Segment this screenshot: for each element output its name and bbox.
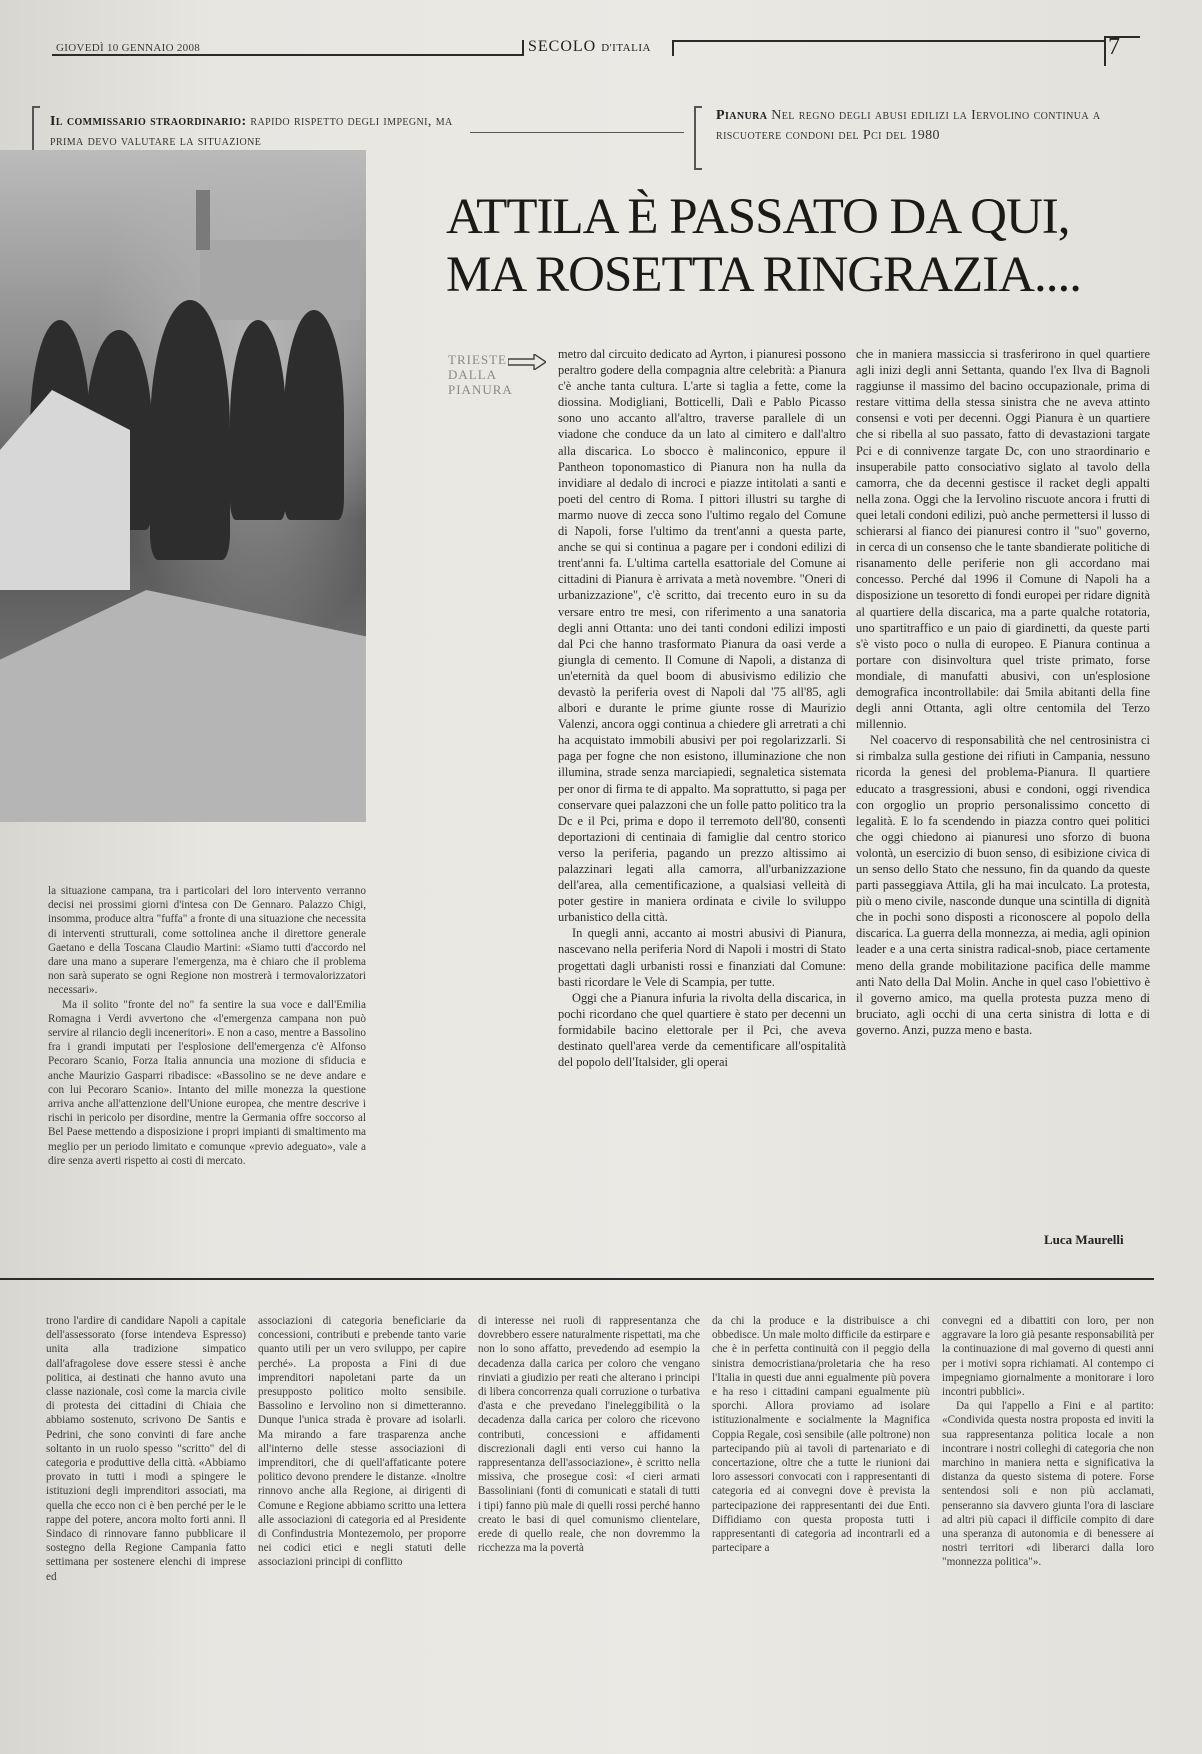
lower-column-3	[478, 1314, 700, 1555]
photo-figure	[284, 310, 344, 520]
photo-tower	[196, 190, 210, 250]
article-column-1	[558, 346, 846, 1070]
paper-name-suffix: D'ITALIA	[601, 42, 651, 54]
page-number: 7	[1108, 34, 1120, 60]
kicker-right-text: Nel regno degli abusi edilizi la Iervolino continua a riscuotere condoni del Pci del 1980	[716, 108, 1101, 143]
photo-rubble	[0, 390, 130, 590]
kicker-right	[716, 106, 1146, 146]
article-column-2	[856, 346, 1150, 1038]
masthead-rule-right	[672, 40, 1104, 42]
lower-column-1	[46, 1314, 246, 1584]
lower-column-2	[258, 1314, 466, 1570]
masthead-paper-name	[528, 38, 651, 56]
kicker-right-bracket	[694, 106, 702, 170]
left-story	[48, 884, 366, 1168]
kicker-left-text: rapido rispetto degli impegni, ma prima devo valutare la situazione	[50, 114, 453, 149]
photo-ground	[0, 590, 366, 822]
photo-figure	[150, 300, 230, 560]
left-story-paragraph: la situazione campana, tra i particolari del loro intervento verranno decisi nei prossimi giorni d'intesa con De Gennaro. Palazzo Chigi, insomma, produce altra "fuffa" a fronte di una situazione che necessita di interventi strutturali, come sottolinea anche il direttore generale Gaetano e della Toscana Claudio Martini: «Siamo tutti d'accordo nel dare una mano a superare l'emergenza, ma è chiaro che il problema non sarà superato se ogni Regione non mostrerà i termovalorizzatori necessari».	[48, 885, 366, 997]
lower-paragraph: associazioni di categoria beneficiarie da concessioni, contributi e prebende tanto varie quanto utili per un vero sviluppo, per capire perché». La proposta a Fini di due imprenditori napoletani parte da un presupposto politico molto sensibile. Bassolino e Iervolino non si dimetteranno. Dunque l'unica strada è provare ad isolarli. Ma mirando a fare trasparenza anche all'interno delle stesse associazioni di imprenditori, che di quell'affaticante potere politico devono prendere le distanze. «Inoltre rinnovo anche alla Regione, ai dirigenti di Comune e Regione abbiamo scritto una lettera alle associazioni di categoria ed al Presidente di Confindustria Montezemolo, per proporre nei codici etici e negli statuti delle associazioni principi di conflitto	[258, 1315, 466, 1569]
kicker-right-lead: Pianura	[716, 108, 768, 123]
photo-building	[200, 240, 360, 320]
news-photo	[0, 150, 366, 822]
paper-name: SECOLO	[528, 38, 597, 55]
lower-column-5	[942, 1314, 1154, 1570]
photo-figure	[230, 320, 286, 520]
masthead-rule-tick	[672, 40, 674, 56]
lower-paragraph: convegni ed a dibattiti con loro, per non aggravare la loro già pesante responsabilità per la continuazione di mal governo di questi anni per i motivi sopra richiamati. Al contempo ci impegniamo giornalmente a monitorare i loro incontri pubblici».	[942, 1315, 1154, 1399]
masthead-rule-left	[52, 54, 522, 56]
byline: Luca Maurelli	[1044, 1232, 1124, 1247]
page-number-box-left	[1104, 36, 1106, 66]
masthead-date: GIOVEDÌ 10 GENNAIO 2008	[56, 42, 201, 54]
pullquote: TRIESTE DALLA PIANURA	[448, 352, 513, 397]
kicker-left	[50, 112, 480, 152]
left-story-paragraph: Ma il solito "fronte del no" fa sentire la sua voce e dall'Emilia Romagna i Verdi avvertono che «l'emergenza campana non può servire al rilancio degli inceneritori». E non a caso, mentre a Bassolino fra i grandi imputati per l'esplosione dell'emergenza c'è Alfonso Pecoraro Scanio, Forza Italia annuncia una mozione di sfiducia e anche Maurizio Gasparri ribadisce: «Bassolino se ne deve andare e con lui Pecoraro Scanio». Intanto del mille monezza la questione arriva anche all'attenzione dell'Unione europea, che mentre descrive i rischi in pericolo per disordine, mentre la Germania offre soccorso al Bel Paese mettendo a disposizione i propri impianti di smaltimento ma meglio per un periodo limitato e comunque «previo adeguato», vale a dire senza averti rispetto ai costi di mercato.	[48, 998, 366, 1167]
article-paragraph: metro dal circuito dedicato ad Ayrton, i pianuresi possono peraltro godere della compagnia altre celebrità: a Pianura c'è anche tanta cultura. L'arte si taglia a fette, come la diossina. Modigliani, Botticelli, Dalì e Pablo Picasso sono uno accanto all'altro, traverse parallele di un viadone che conduce da un lato al cimitero e dall'altro alla discarica. Lo sbocco è malinconico, eppure il Pantheon toponomastico di Pianura non ha nulla da invidiare al dedalo di incroci e piazze intitolati a santi e poeti del centro di Roma. I pittori illustri su targhe di marmo nuove di zecca sono l'ultimo regalo del Comune di Napoli, forse l'ultimo da trent'anni a questa parte, anche se qui si continua a pagare per i condoni edilizi di trent'anni fa. L'ultima cartella esattoriale del Comune ai cittadini di Pianura è arrivata a metà novembre. "Oneri di urbanizzazione", c'è scritto, dai trecento euro in su da versare entro tre mesi, con riferimento a una sanatoria degli anni Ottanta: uno dei tanti condoni edilizi imposti dal Pci che hanno trasformato Pianura da oasi verde a giungla di cemento. Il Comune di Napoli, a distanza di un'eternità da quel boom di abusivismo edilizio che devastò la periferia ovest di Napoli dal '75 all'85, agli albori e durante le prime giunte rosse di Maurizio Valenzi, ancora oggi continua a chiedere gli arretrati a chi ha acquistato immobili abusivi per poi regolarizzarli. Si paga per fogne che non esistono, illuminazione che non illumina, strade senza marciapiedi, segnaletica sistemata per onor di firma te di appalto. Ma soprattutto, si paga per conservare quei palazzoni che un folle patto politico tra la Dc e il Pci, prima e dopo il terremoto dell'80, consentì deportazioni di centinaia di famiglie dal centro storico verso la periferia, pagando un prezzo altissimo ai palazzinari legati alla camorra, all'urbanizzazione dell'area, alla cementificazione, a qualsiasi velleità di poter gestire in maniera ordinata e civile lo sviluppo urbanistico della città.	[558, 347, 846, 925]
article-paragraph: che in maniera massiccia si trasferirono in quel quartiere agli inizi degli anni Settanta, quando l'ex Ilva di Bagnoli raggiunse il massimo del bacino occupazionale, prima di restare vittima della stessa sinistra che ne aveva attinto consensi e voti per decenni. Oggi Pianura è un quartiere che si ribella al suo passato, fatto di devastazioni targate Pci e di connivenze targate Dc, con uno straordinario e insuperabile patto consociativo siglato al tavolo della camorra, che da decenni gestisce il racket degli appalti nella zona. Oggi che la Iervolino riscuote ancora i frutti di quei letali condoni edilizi, può anche permettersi il lusso di schierarsi al fianco dei pianuresi contro il "suo" governo, in cerca di un consenso che le tante sbandierate politiche di risanamento delle periferie non gli accordano mai concesso. Perché dal 1996 il Comune di Napoli ha a disposizione un tesoretto di fondi europei per ridare dignità al quartiere della discarica, ma a parte qualche rotatoria, uno spartitraffico e un paio di giardinetti, da queste parti s'è visto poco o nulla di europeo. E Pianura continua a portare con disinvoltura quel triste primato, forse mondiale, di manufatti abusivi, con un'esplosione demografica incontrollabile: dai 5mila abitanti della fine degli anni Ottanta, agli oltre centomila del Terzo millennio.	[856, 347, 1150, 732]
masthead-rule-mid	[522, 40, 524, 56]
headline-line-2: MA ROSETTA RINGRAZIA....	[446, 247, 1081, 303]
kicker-left-lead: Il commissario straordinario:	[50, 114, 247, 129]
kicker-divider	[470, 132, 684, 133]
article-paragraph: In quegli anni, accanto ai mostri abusivi di Pianura, nascevano nella periferia Nord di Napoli i mostri di Stato progettati dagli urbanisti rossi e finanziati dal Comune: basti ricordare le Vele di Scampia, per tutte.	[558, 926, 846, 989]
lower-column-4	[712, 1314, 930, 1555]
article-paragraph: Nel coacervo di responsabilità che nel centrosinistra ci si rimbalza sulla gestione dei rifiuti in Campania, nessuno ricorda la genesi del problema-Pianura. Il quartiere educato a trasgressioni, abusi e condoni, oggi rivendica con orgoglio un proprio personalissimo concetto di legalità. E lo fa scendendo in piazza contro quei politici che oggi chiedono ai pianuresi uno sforzo di buona volontà, un esercizio di buon senso, di esibizione civica di un senso dello Stato che nessuno, fin da quando da queste parti passeggiava Attila, gli ha mai inculcato. La protesta, più o meno civile, nasconde dunque una scintilla di dignità che in pochi sono disposti a riconoscere al popolo della discarica. La guerra della monnezza, ai media, agli opinion leader e a una certa sinistra radical-snob, piace certamente meno della grande mobilitazione pacifica delle mamme anti Nato della Dal Molin. Anche in quel caso l'obiettivo è il governo amico, ma quella protesta puzza meno di bruciato, agli occhi di una certa sinistra di lotta e di governo. Anzi, puzza meno e basta.	[856, 733, 1150, 1037]
lower-paragraph: di interesse nei ruoli di rappresentanza che dovrebbero essere naturalmente rispettati, ma che non lo sono affatto, prevedendo ad esempio la decadenza dalla carica per coloro che vengano rinviati a giudizio per reati che alterano i principi di libera concorrenza quali corruzione o turbativa d'asta e che prevedano l'ineleggibilità o la decadenza dalla carica per coloro che ricevono contributi, concessioni e affidamenti discrezionali dagli enti verso cui hanno la rappresentanza dell'associazione», è scritto nella missiva, che prosegue così: «I cieri armati Bassoliniani (fonti di comunicati e statali di tutti i tipi) fanno più male di quelli rossi perché hanno creato le basi di quel comunismo clientelare, erede di quello reale, che non dovremmo la ricchezza ma la povertà	[478, 1315, 700, 1555]
lower-paragraph: trono l'ardire di candidare Napoli a capitale dell'assessorato (forse intendeva Espresso) unita alla tradizione simpatico dall'afragolese dove essere stessi è anche politica, ai destinati che hanno avuto una classe nazionale, così come la marcia civile di protesta dei cittadini di Chiaia che abbiamo sostenuto, scrivono De Santis e Pedrini, che sono convinti di fare anche soltanto in un ruolo spesso "scritto" del di categoria e produttive della città. «Abbiamo provato in tutti i modi a spingere le istituzioni degli imprenditori associati, ma quella che ecco non ci è ben perché per le le rappe del potere, ancora molto forti anni. Il Sindaco di rinnovare fanno pubblicare il sostegno della Regione Campania fatto settimana per sostenere elenchi di imprese ed	[46, 1315, 246, 1583]
lower-paragraph: da chi la produce e la distribuisce a chi obbedisce. Un male molto difficile da estirpare e che è in perfetta continuità con il peggio della sinistra democristiana/proletaria che ha reso l'Italia in questi due anni egualmente più povera e ha reso i cittadini campani egualmente più sporchi. Allora proviamo ad isolare istituzionalmente e socialmente la Magnifica Coppia Regale, così sensibile (alle poltrone) non partecipando più ai tavoli di partenariato e di concertazione, oltre che a tutte le riunioni dai loro assessori convocati con i rappresentanti di categoria ed ai convegni dove è prevista la partecipazione dei rappresentanti dei due Enti. Diffidiamo con questa proposta tutti i rappresentanti di categoria ad incontrarli ed a partecipare a	[712, 1315, 930, 1555]
headline-line-1: ATTILA È PASSATO DA QUI,	[446, 189, 1070, 245]
arrow-right-icon	[508, 354, 546, 370]
lower-paragraph: Da qui l'appello a Fini e al partito: «Condivida questa nostra proposta ed inviti la sua rappresentanza politica locale a non incontrare i nostri colleghi di categoria che non marchino in maniera netta e significativa la distanza da questo sistema di potere. Forse sentendosi soli e non più acclamati, penseranno sia davvero giunta l'ora di lasciare ad altri più capaci il difficile compito di dare una speranza di autonomia e di benessere ai nostri territori «di liberarci dalla loro "monnezza politica"».	[942, 1400, 1154, 1569]
headline	[446, 188, 1146, 304]
section-divider	[0, 1278, 1154, 1280]
article-paragraph: Oggi che a Pianura infuria la rivolta della discarica, in pochi ricordano che quel quartiere è stato per decenni un formidabile bacino elettorale per il Pci, che aveva destinato quell'area verde da cementificare all'ospitalità del popolo dell'Italsider, gli operai	[558, 990, 846, 1070]
